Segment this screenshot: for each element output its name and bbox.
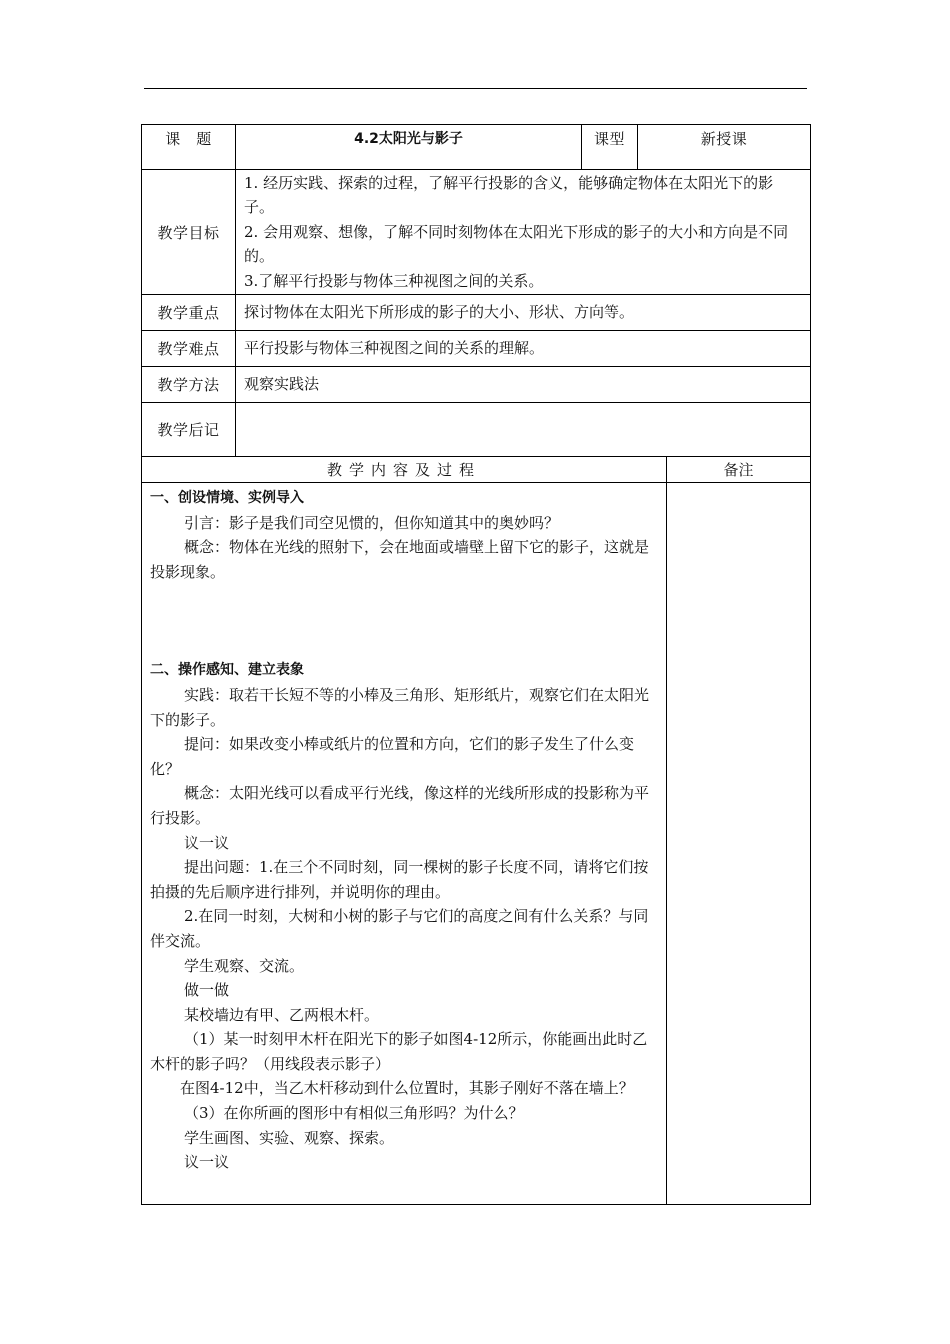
goal-item-3: 3.了解平行投影与物体三种视图之间的关系。 [244, 271, 544, 290]
method-label: 教学方法 [142, 367, 236, 403]
goals-cell [236, 170, 811, 295]
key-label: 教学重点 [142, 295, 236, 331]
paragraph: 提问：如果改变小棒或纸片的位置和方向，它们的影子发生了什么变化？ [150, 735, 635, 778]
goal-item-2: 2. 会用观察、想像，了解不同时刻物体在太阳光下形成的影子的大小和方向是不同的。 [244, 222, 789, 266]
difficulty-label: 教学难点 [142, 331, 236, 367]
section-2-title: 二、操作感知、建立表象 [150, 662, 304, 679]
paragraph: 某校墙边有甲、乙两根木杆。 [184, 1005, 380, 1024]
goal-item-1: 1. 经历实践、探索的过程，了解平行投影的含义，能够确定物体在太阳光下的影子。 [244, 173, 774, 217]
type-value: 新授课 [638, 125, 811, 170]
process-header: 教学内容及过程 [142, 457, 667, 483]
paragraph: 做一做 [184, 981, 230, 1000]
section-1-title: 一、创设情境、实例导入 [150, 490, 304, 506]
lesson-title: 4.2太阳光与影子 [236, 125, 582, 170]
lesson-info-table [141, 124, 811, 457]
notes-value [236, 403, 811, 457]
type-label: 课型 [582, 125, 638, 170]
paragraph: 在图4-12中，当乙木杆移动到什么位置时，其影子刚好不落在墙上？ [180, 1079, 634, 1098]
paragraph: 议一议 [184, 833, 230, 852]
key-value: 探讨物体在太阳光下所形成的影子的大小、形状、方向等。 [236, 295, 811, 331]
paragraph: 引言：影子是我们司空见惯的，但你知道其中的奥妙吗？ [184, 513, 560, 532]
header-rule [144, 88, 807, 89]
goals-label: 教学目标 [142, 170, 236, 295]
lesson-label: 课 题 [142, 125, 236, 170]
paragraph: （1）某一时刻甲木杆在阳光下的影子如图4-12所示，你能画出此时乙木杆的影子吗？（用线段表示影子） [150, 1030, 648, 1073]
paragraph: 概念：物体在光线的照射下，会在地面或墙壁上留下它的影子，这就是投影现象。 [150, 538, 650, 581]
paragraph: 实践：取若干长短不等的小棒及三角形、矩形纸片，观察它们在太阳光下的影子。 [150, 685, 650, 729]
process-table [141, 456, 811, 1205]
paragraph: 概念：太阳光线可以看成平行光线，像这样的光线所形成的投影称为平行投影。 [150, 784, 650, 827]
remarks-header: 备注 [667, 457, 811, 483]
difficulty-value: 平行投影与物体三种视图之间的关系的理解。 [236, 331, 811, 367]
paragraph: 学生观察、交流。 [184, 956, 305, 975]
paragraph: 议一议 [184, 1153, 230, 1172]
paragraph: 2.在同一时刻，大树和小树的影子与它们的高度之间有什么关系？与同伴交流。 [150, 907, 649, 950]
process-content [142, 483, 667, 1205]
paragraph: 学生画图、实验、观察、探索。 [184, 1128, 395, 1147]
paragraph: 提出问题：1.在三个不同时刻，同一棵树的影子长度不同，请将它们按拍摄的先后顺序进行排列，并说明你的理由。 [150, 858, 649, 901]
paragraph: （3）在你所画的图形中有相似三角形吗？为什么？ [184, 1104, 524, 1123]
method-value: 观察实践法 [236, 367, 811, 403]
notes-label: 教学后记 [142, 403, 236, 457]
remarks-cell [667, 483, 811, 1205]
